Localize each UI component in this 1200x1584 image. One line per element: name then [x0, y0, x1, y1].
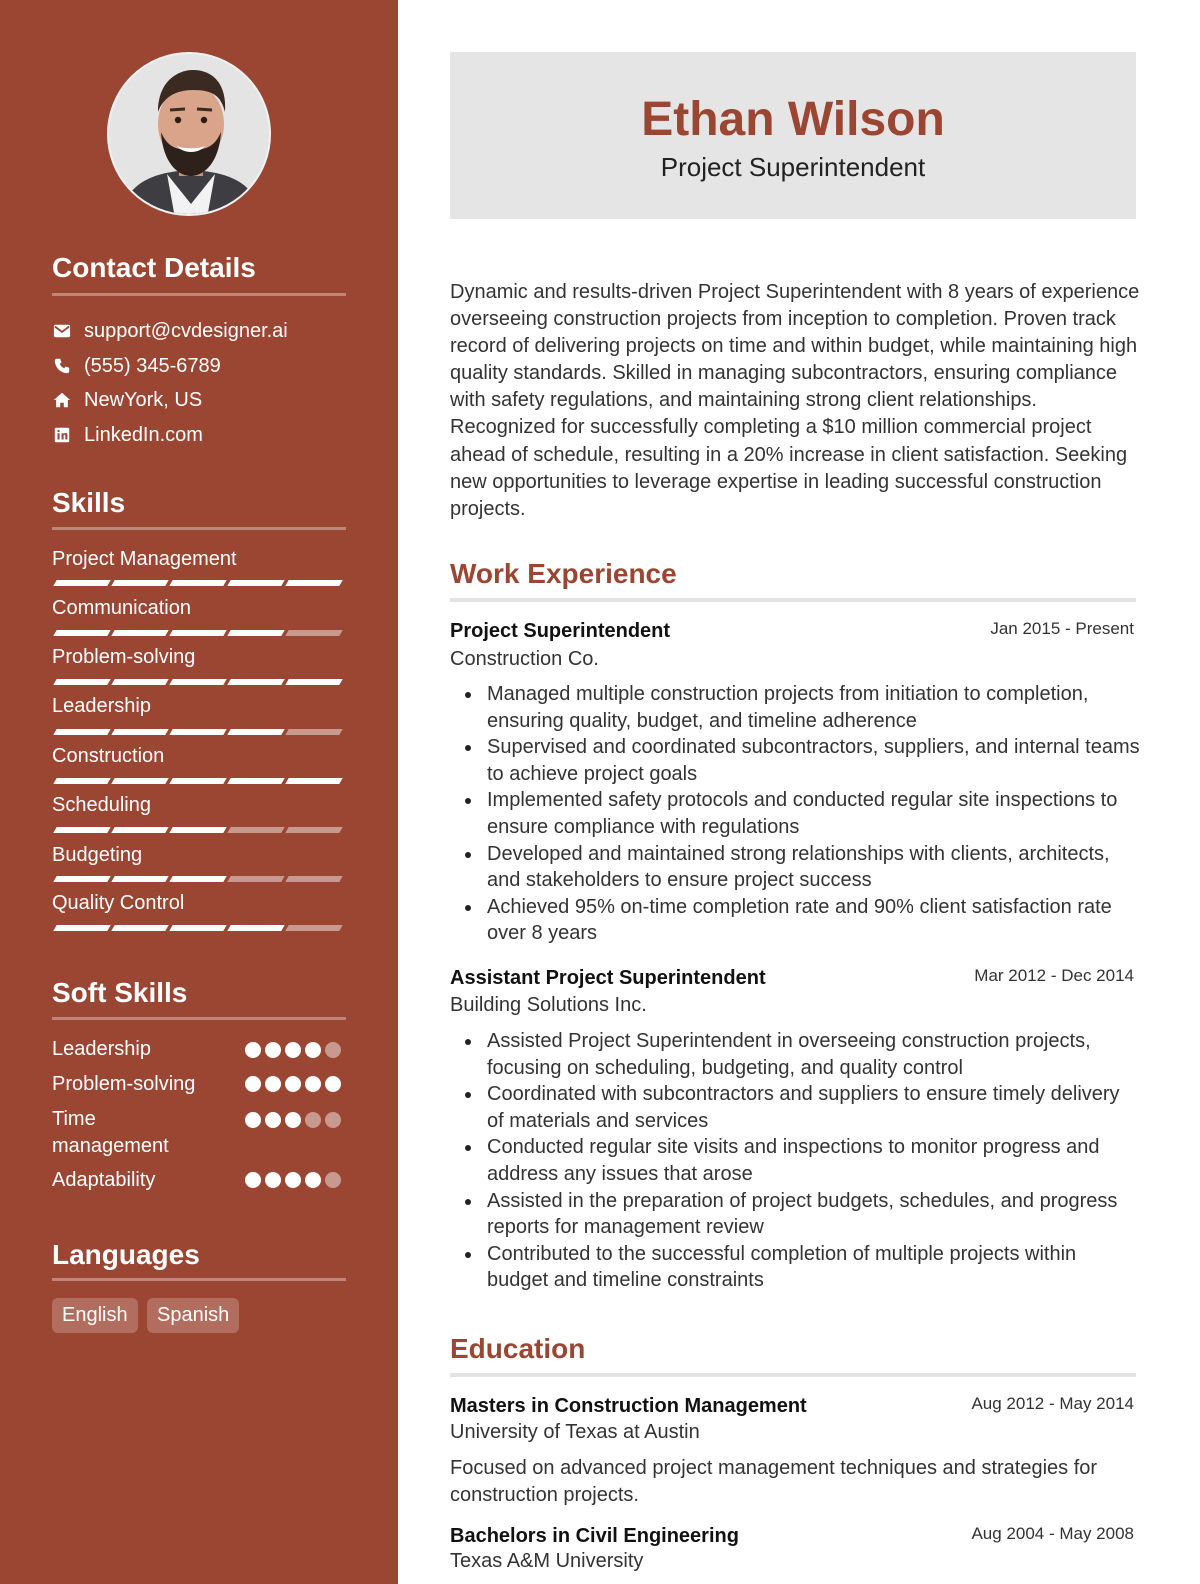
linkedin-icon [52, 425, 72, 445]
education-dates: Aug 2004 - May 2008 [971, 1524, 1134, 1543]
skill-segment-filled [111, 679, 168, 685]
education-degree: Bachelors in Civil Engineering [450, 1525, 739, 1547]
skill-segment-filled [227, 580, 284, 586]
skill-segment-filled [227, 925, 284, 931]
skill-segment-filled [169, 827, 226, 833]
skill-segment-filled [111, 778, 168, 784]
profile-summary: Dynamic and results-driven Project Superintendent with 8 years of experience overseeing construction projects from inception to completion. Proven track record of delivering projects on time and within budget, while maintaining high quality standards. Skilled in managing subcontractors, ensuring compliance with safety regulations, and maintaining strong client relationships. Recognized for successfully completing a $10 million commercial project ahead of schedule, resulting in a 20% increase in client satisfaction. Seeking new opportunities to leverage expertise in leading successful construction projects. [450, 281, 1140, 520]
skill-segment-filled [53, 729, 110, 735]
contact-linkedin[interactable] [52, 422, 203, 448]
rating-dot-empty [325, 1112, 341, 1128]
avatar [107, 52, 271, 216]
languages-divider [52, 1278, 346, 1281]
skill-segment-filled [111, 580, 168, 586]
rating-dot-filled [285, 1076, 301, 1092]
skill-segment-filled [111, 729, 168, 735]
header-box [450, 52, 1136, 219]
skill-segment-filled [111, 630, 168, 636]
education-title: Education [450, 1333, 586, 1364]
soft-skills-divider [52, 1017, 346, 1020]
job-bullet: Coordinated with subcontractors and suppliers to ensure timely delivery of materials and services [450, 1081, 1140, 1134]
skill-bar [52, 827, 346, 834]
skill-segment-filled [53, 679, 110, 685]
skill-segment-filled [285, 778, 342, 784]
contact-section-title: Contact Details [52, 252, 256, 283]
envelope-icon [52, 321, 72, 341]
rating-dot-filled [245, 1172, 261, 1188]
candidate-name: Ethan Wilson [641, 93, 945, 146]
skills-divider [52, 527, 346, 530]
rating-dot-filled [245, 1112, 261, 1128]
job-dates: Jan 2015 - Present [990, 619, 1134, 638]
skills-section-title: Skills [52, 487, 126, 518]
skill-label: Communication [52, 597, 191, 619]
education-dates: Aug 2012 - May 2014 [971, 1394, 1134, 1413]
skill-segment-filled [227, 630, 284, 636]
language-chip-english: English [52, 1298, 138, 1333]
soft-skills-section-title: Soft Skills [52, 977, 188, 1008]
rating-dot-empty [305, 1112, 321, 1128]
rating-dot-empty [325, 1042, 341, 1058]
skill-segment-filled [111, 876, 168, 882]
skill-bar [52, 729, 346, 736]
work-experience-divider [450, 598, 1136, 602]
job-bullet: Assisted in the preparation of project budgets, schedules, and progress reports for management review [450, 1188, 1140, 1241]
skill-segment-filled [53, 630, 110, 636]
skill-segment-empty [285, 925, 342, 931]
sidebar [0, 0, 398, 1584]
avatar-portrait [109, 54, 271, 216]
rating-dot-filled [265, 1042, 281, 1058]
skill-segment-empty [227, 827, 284, 833]
skill-segment-filled [169, 925, 226, 931]
skill-bar [52, 925, 346, 932]
skill-label: Scheduling [52, 794, 151, 816]
home-icon [52, 390, 72, 410]
rating-dot-filled [245, 1076, 261, 1092]
job-bullets [450, 1028, 1140, 1294]
skill-segment-filled [53, 925, 110, 931]
rating-dot-filled [285, 1172, 301, 1188]
job-bullets [450, 681, 1140, 947]
skill-segment-filled [53, 827, 110, 833]
skill-bar [52, 778, 346, 785]
education-degree: Masters in Construction Management [450, 1395, 807, 1417]
skill-label: Construction [52, 745, 165, 767]
skill-segment-filled [111, 925, 168, 931]
job-dates: Mar 2012 - Dec 2014 [974, 966, 1134, 985]
skill-bar [52, 679, 346, 686]
skill-segment-filled [285, 580, 342, 586]
rating-dot-filled [245, 1042, 261, 1058]
skill-segment-empty [285, 729, 342, 735]
skill-bar [52, 876, 346, 883]
skill-segment-filled [227, 679, 284, 685]
job-bullet: Managed multiple construction projects from initiation to completion, ensuring quality, budget, and timeline adherence [450, 681, 1140, 734]
job-company: Building Solutions Inc. [450, 994, 647, 1016]
contact-divider [52, 293, 346, 296]
job-bullet: Supervised and coordinated subcontractors, suppliers, and internal teams to achieve project goals [450, 734, 1140, 787]
skill-segment-filled [169, 729, 226, 735]
skill-segment-filled [169, 679, 226, 685]
skill-bar [52, 580, 346, 587]
contact-phone[interactable] [52, 353, 221, 379]
job-bullet: Contributed to the successful completion of multiple projects within budget and timeline constraints [450, 1241, 1140, 1294]
rating-dot-filled [285, 1042, 301, 1058]
skill-bar [52, 630, 346, 637]
contact-location-text: NewYork, US [84, 388, 203, 411]
rating-dot-filled [305, 1042, 321, 1058]
skill-segment-empty [285, 630, 342, 636]
skill-label: Budgeting [52, 844, 143, 866]
skill-segment-filled [227, 778, 284, 784]
skill-segment-filled [169, 876, 226, 882]
job-company: Construction Co. [450, 648, 599, 670]
soft-skill-label: Time management [52, 1108, 169, 1157]
skill-segment-empty [227, 876, 284, 882]
rating-dot-filled [265, 1112, 281, 1128]
rating-dot-filled [265, 1172, 281, 1188]
skill-segment-filled [169, 580, 226, 586]
skill-segment-filled [53, 778, 110, 784]
education-description: Focused on advanced project management techniques and strategies for construction projects. [450, 1457, 1098, 1506]
candidate-title: Project Superintendent [660, 152, 926, 182]
skill-label: Project Management [52, 548, 237, 570]
soft-skill-label: Adaptability [52, 1169, 156, 1191]
rating-dot-filled [305, 1076, 321, 1092]
job-bullet: Developed and maintained strong relationships with clients, architects, and stakeholders to ensure project success [450, 841, 1140, 894]
skill-segment-filled [111, 827, 168, 833]
skill-segment-empty [285, 876, 342, 882]
work-experience-title: Work Experience [450, 558, 677, 589]
job-role: Assistant Project Superintendent [450, 967, 766, 989]
education-divider [450, 1373, 1136, 1377]
skill-segment-filled [53, 580, 110, 586]
contact-linkedin-text[interactable]: LinkedIn.com [84, 423, 203, 446]
rating-dot-filled [305, 1172, 321, 1188]
rating-dot-filled [325, 1076, 341, 1092]
rating-dot-filled [285, 1112, 301, 1128]
contact-email[interactable] [52, 318, 288, 344]
skill-label: Quality Control [52, 892, 185, 914]
language-chip-spanish: Spanish [147, 1298, 239, 1333]
rating-dot-filled [265, 1076, 281, 1092]
education-school: University of Texas at Austin [450, 1421, 700, 1443]
skill-label: Problem-solving [52, 646, 196, 668]
skill-label: Leadership [52, 695, 151, 717]
job-role: Project Superintendent [450, 620, 671, 642]
soft-skill-label: Leadership [52, 1038, 151, 1060]
job-bullet: Conducted regular site visits and inspections to monitor progress and address any issues that arose [450, 1134, 1140, 1187]
skill-segment-filled [285, 679, 342, 685]
rating-dot-empty [325, 1172, 341, 1188]
soft-skill-label: Problem-solving [52, 1073, 196, 1095]
job-bullet: Assisted Project Superintendent in overseeing construction projects, focusing on scheduling, budgeting, and quality control [450, 1028, 1140, 1081]
skill-segment-empty [285, 827, 342, 833]
contact-email-text[interactable]: support@cvdesigner.ai [84, 319, 288, 342]
skill-segment-filled [169, 630, 226, 636]
job-bullet: Implemented safety protocols and conducted regular site inspections to ensure compliance with regulations [450, 787, 1140, 840]
contact-location [52, 387, 202, 413]
phone-icon [52, 356, 72, 376]
education-school: Texas A&M University [450, 1550, 644, 1572]
skill-segment-filled [53, 876, 110, 882]
skill-segment-filled [169, 778, 226, 784]
contact-phone-text[interactable]: (555) 345-6789 [84, 354, 221, 377]
languages-section-title: Languages [52, 1239, 200, 1270]
skill-segment-filled [227, 729, 284, 735]
job-bullet: Achieved 95% on-time completion rate and 90% client satisfaction rate over 8 years [450, 894, 1140, 947]
